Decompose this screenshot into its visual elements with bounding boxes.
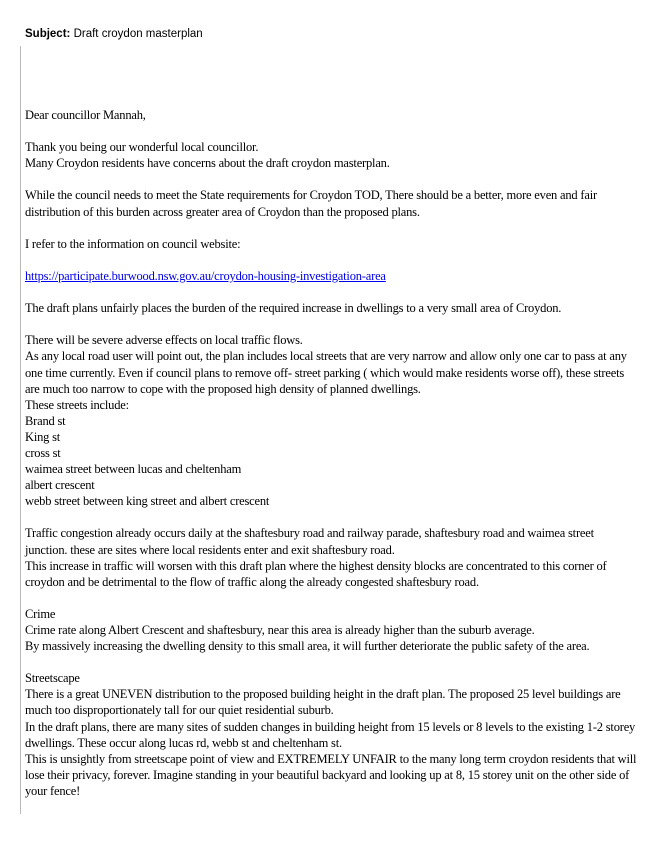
letter-body [25, 107, 637, 799]
street-item: Brand st [25, 413, 66, 428]
subject-label: Subject: [25, 28, 71, 40]
paragraph-burden: The draft plans unfairly places the burden of the required increase in dwellings to a very small area of Croydon. [25, 301, 562, 316]
street-item: cross st [25, 445, 61, 460]
traffic-detail: As any local road user will point out, the plan includes local streets that are very narrow and allow only one car to pass at any one time currently. Even if council plans to remove off- street parking ( which would make residents worse off), these streets are much too narrow to cope with the proposed high density of planned dwellings. [25, 349, 627, 396]
street-item: waimea street between lucas and cheltenham [25, 462, 242, 477]
crime-heading: Crime [25, 606, 56, 621]
street-item: King st [25, 429, 61, 444]
traffic-intro: There will be severe adverse effects on local traffic flows. [25, 333, 303, 348]
subject-value: Draft croydon masterplan [73, 28, 203, 40]
streets-intro: These streets include: [25, 397, 129, 412]
intro-line: Thank you being our wonderful local councillor. [25, 140, 259, 155]
streetscape-line: This is unsightly from streetscape point of view and EXTREMELY UNFAIR to the many long term croydon residents that will lose their privacy, forever. Imagine standing in your beautiful backyard and looking up at 8, 15 storey unit on the other side of your fence! [25, 751, 637, 798]
crime-line: Crime rate along Albert Crescent and shaftesbury, near this area is already higher than the suburb average. [25, 623, 535, 637]
congestion-paragraph: This increase in traffic will worsen with this draft plan where the highest density blocks are concentrated to this corner of croydon and be detrimental to the flow of traffic along the already congested shaftesbury road. [25, 558, 607, 589]
street-item: albert crescent [25, 478, 95, 493]
streetscape-line: In the draft plans, there are many sites of sudden changes in building height from 15 levels or 8 levels to the existing 1-2 storey dwellings. These occur along lucas rd, webb st and cheltenham st. [25, 719, 636, 750]
greeting: Dear councillor Mannah, [25, 108, 146, 122]
refer-line: I refer to the information on council website: [25, 236, 241, 251]
email-subject [25, 28, 203, 40]
paragraph-requirements: While the council needs to meet the State requirements for Croydon TOD, There should be a better, more even and fair distribution of this burden across greater area of Croydon than the proposed plans. [25, 188, 597, 219]
congestion-paragraph: Traffic congestion already occurs daily at the shaftesbury road and railway parade, shaftesbury road and waimea street junction. these are sites where local residents enter and exit shaftesbury road. [25, 526, 594, 557]
crime-line: By massively increasing the dwelling density to this small area, it will further deteriorate the public safety of the area. [25, 639, 590, 654]
council-website-link[interactable]: https://participate.burwood.nsw.gov.au/croydon-housing-investigation-area [25, 268, 386, 283]
streetscape-heading: Streetscape [25, 671, 80, 686]
streetscape-line: There is a great UNEVEN distribution to the proposed building height in the draft plan. The proposed 25 level buildings are much too disproportionately tall for our quiet residential suburb. [25, 687, 621, 718]
intro-line: Many Croydon residents have concerns about the draft croydon masterplan. [25, 156, 390, 171]
street-item: webb street between king street and albert crescent [25, 494, 270, 509]
left-margin-rule [20, 46, 21, 814]
